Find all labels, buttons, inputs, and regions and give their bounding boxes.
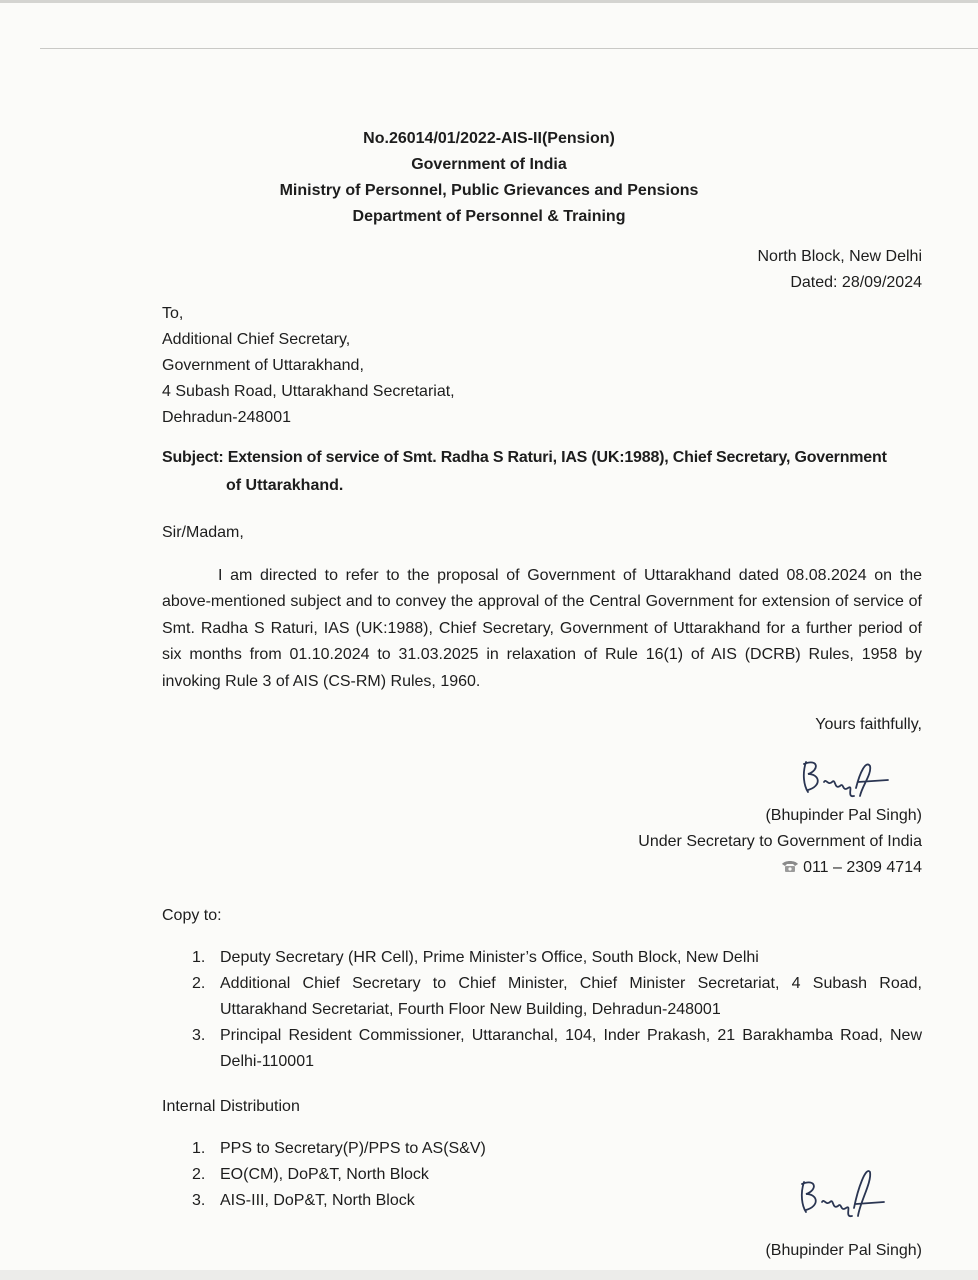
subject-line-2: of Uttarakhand. xyxy=(226,477,344,494)
subject xyxy=(162,444,922,500)
scan-top-edge xyxy=(0,0,978,3)
department-heading: Department of Personnel & Training xyxy=(352,208,626,225)
list-number: 1. xyxy=(192,949,206,966)
telephone-icon xyxy=(781,860,799,873)
list-item xyxy=(162,971,922,1023)
ministry-heading: Ministry of Personnel, Public Grievances and Pensions xyxy=(279,182,699,199)
list-number: 2. xyxy=(192,975,206,992)
internal-distribution-heading: Internal Distribution xyxy=(162,1098,300,1115)
body-paragraph xyxy=(162,563,922,695)
addressee-line: Additional Chief Secretary, xyxy=(162,331,351,348)
copy-to-list xyxy=(162,945,922,1075)
list-item xyxy=(162,945,922,971)
list-text: Deputy Secretary (HR Cell), Prime Minister’s Office, South Block, New Delhi xyxy=(220,949,759,966)
list-item xyxy=(162,1023,922,1075)
scan-bottom-edge xyxy=(0,1270,978,1280)
signatory-phone xyxy=(781,859,922,877)
addressee-line: Government of Uttarakhand, xyxy=(162,357,364,374)
salutation: Sir/Madam, xyxy=(162,524,244,541)
signatory-designation: Under Secretary to Government of India xyxy=(638,833,922,850)
signature xyxy=(794,1162,894,1222)
list-number: 1. xyxy=(192,1140,206,1157)
list-text: Additional Chief Secretary to Chief Minister, Chief Minister Secretariat, 4 Subash Road, Uttarakhand Secretariat, Fourth Floor New Building, Dehradun-248001 xyxy=(220,975,922,1018)
list-number: 2. xyxy=(192,1166,206,1183)
list-text: Principal Resident Commissioner, Uttaranchal, 104, Inder Prakash, 21 Barakhamba Road, New Delhi-110001 xyxy=(220,1027,922,1070)
list-text: PPS to Secretary(P)/PPS to AS(S&V) xyxy=(220,1140,486,1157)
list-number: 3. xyxy=(192,1192,206,1209)
signatory-name: (Bhupinder Pal Singh) xyxy=(765,807,922,824)
signature xyxy=(796,752,896,802)
body-text: I am directed to refer to the proposal of Government of Uttarakhand dated 08.08.2024 on the above-mentioned subject and to convey the approval of the Central Government for extension of service of Smt. Radha S Raturi, IAS (UK:1988), Chief Secretary, Government of Uttarakhand for a further period of six months from 01.10.2024 to 31.03.2025 in relaxation of Rule 16(1) of AIS (DCRB) Rules, 1958 by invoking Rule 3 of AIS (CS-RM) Rules, 1960. xyxy=(162,567,922,690)
bottom-signatory-name: (Bhupinder Pal Singh) xyxy=(765,1242,922,1259)
list-number: 3. xyxy=(192,1027,206,1044)
phone-number: 011 – 2309 4714 xyxy=(803,859,922,876)
list-text: EO(CM), DoP&T, North Block xyxy=(220,1166,429,1183)
closing: Yours faithfully, xyxy=(815,716,922,733)
scan-fold-line xyxy=(40,48,978,49)
addressee-line: 4 Subash Road, Uttarakhand Secretariat, xyxy=(162,383,455,400)
copy-to-heading: Copy to: xyxy=(162,907,222,924)
place: North Block, New Delhi xyxy=(757,248,922,265)
government-heading: Government of India xyxy=(411,156,567,173)
addressee-line: Dehradun-248001 xyxy=(162,409,291,426)
date: Dated: 28/09/2024 xyxy=(790,274,922,291)
list-text: AIS-III, DoP&T, North Block xyxy=(220,1192,415,1209)
reference-number: No.26014/01/2022-AIS-II(Pension) xyxy=(363,130,615,147)
list-item xyxy=(162,1136,922,1162)
subject-line-1: Subject: Extension of service of Smt. Radha S Raturi, IAS (UK:1988), Chief Secretary, Government xyxy=(162,449,887,466)
addressee-to: To, xyxy=(162,305,184,322)
